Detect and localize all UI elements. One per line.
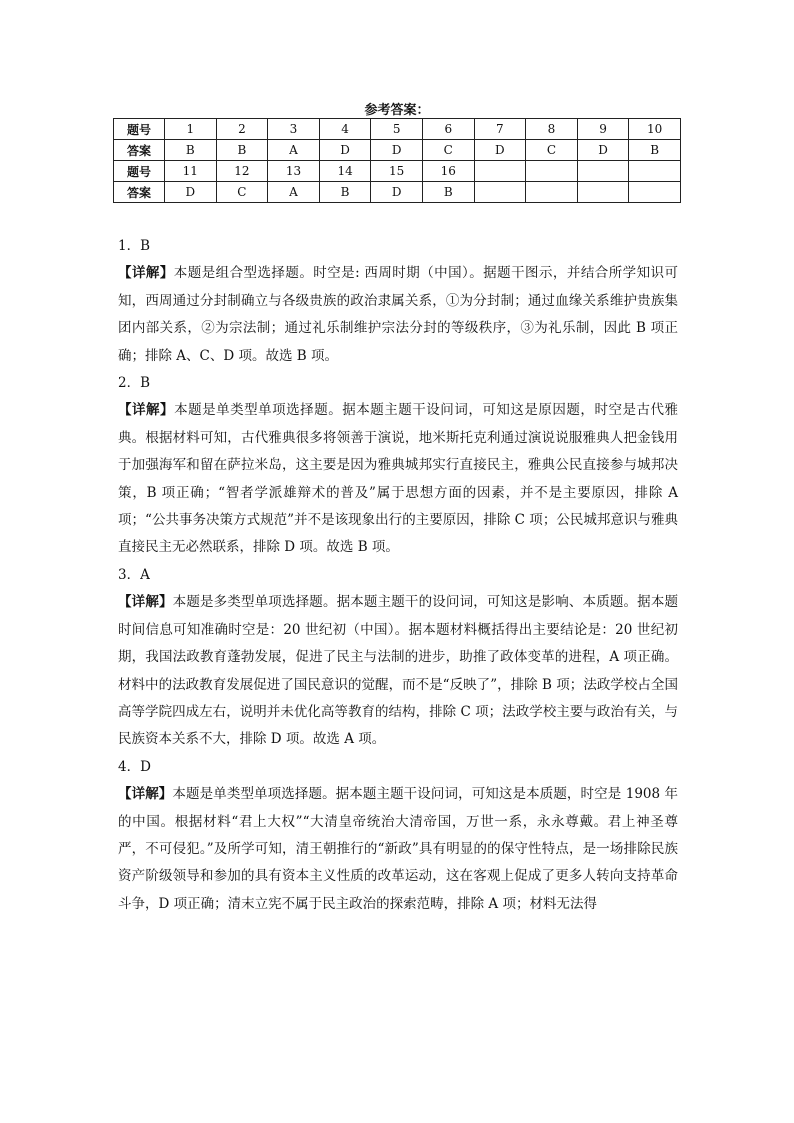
table-cell: 5	[371, 119, 423, 140]
table-row	[114, 140, 681, 161]
table-cell	[577, 161, 629, 182]
table-cell: 9	[577, 119, 629, 140]
table-cell: 4	[319, 119, 371, 140]
item-1-body	[118, 260, 678, 370]
table-cell: D	[577, 140, 629, 161]
item-1-number: 1．B	[118, 238, 151, 254]
detail-tag: 【详解】	[118, 594, 173, 611]
table-row-header: 题号	[114, 161, 165, 182]
table-cell	[526, 182, 578, 203]
table-cell: 14	[319, 161, 371, 182]
table-cell	[629, 182, 681, 203]
table-cell: D	[165, 182, 217, 203]
table-cell: 6	[422, 119, 474, 140]
table-row-header: 答案	[114, 182, 165, 203]
table-cell: 1	[165, 119, 217, 140]
table-cell: D	[371, 140, 423, 161]
table-cell: 8	[526, 119, 578, 140]
table-row	[114, 119, 681, 140]
table-cell	[629, 161, 681, 182]
item-4-body	[118, 781, 678, 918]
table-cell	[526, 161, 578, 182]
table-row	[114, 161, 681, 182]
table-cell: 7	[474, 119, 526, 140]
item-2-number: 2．B	[118, 375, 151, 392]
table-cell: C	[526, 140, 578, 161]
table-cell: A	[268, 140, 320, 161]
table-cell: B	[216, 140, 268, 161]
table-cell: B	[319, 182, 371, 203]
detail-tag: 【详解】	[118, 402, 175, 419]
item-3-text: 本题是多类型单项选择题。据本题主题干的设问词，可知这是影响、本质题。据本题时间信息可知准确时空是：20 世纪初（中国）。据本题材料概括得出主要结论是：20 世纪初期，我国法政教育蓬勃发展，促进了民主与法制的进步，助推了政体变革的进程，A 项正确。材料中的法政教育发展促进了国民意识的觉醒，而不是“反映了”，排除 B 项；法政学校占全国高等学院四成左右，说明并未优化高等教育的结构，排除 C 项；法政学校主要与政治有关，与民族资本关系不大，排除 D 项。故选 A 项。	[118, 594, 679, 748]
table-cell: D	[474, 140, 526, 161]
table-cell: 15	[371, 161, 423, 182]
table-cell: C	[216, 182, 268, 203]
table-cell: C	[422, 140, 474, 161]
table-cell: 16	[422, 161, 474, 182]
table-cell: 3	[268, 119, 320, 140]
table-cell: B	[165, 140, 217, 161]
table-row-header: 答案	[114, 140, 165, 161]
table-cell: B	[629, 140, 681, 161]
table-cell: 11	[165, 161, 217, 182]
item-3-body	[118, 589, 678, 753]
explanations	[118, 233, 678, 918]
item-1-text: 本题是组合型选择题。时空是: 西周时期（中国）。据题干图示，并结合所学知识可知，西周通过分封制确立与各级贵族的政治隶属关系，①为分封制；通过血缘关系维护贵族集团内部关系，②为宗法制；通过礼乐制维护宗法分封的等级秩序，③为礼乐制，因此 B 项正确；排除 A、C、D 项。故选 B 项。	[118, 265, 679, 364]
table-row-header: 题号	[114, 119, 165, 140]
detail-tag: 【详解】	[118, 786, 173, 803]
table-cell: 10	[629, 119, 681, 140]
table-cell	[474, 161, 526, 182]
table-cell: 13	[268, 161, 320, 182]
answer-table	[113, 118, 681, 203]
table-cell: 2	[216, 119, 268, 140]
table-row	[114, 182, 681, 203]
table-cell: D	[371, 182, 423, 203]
table-cell: B	[422, 182, 474, 203]
table-cell: 12	[216, 161, 268, 182]
table-cell	[577, 182, 629, 203]
answer-key-title: 参考答案：	[364, 103, 430, 118]
item-4-number: 4．D	[118, 758, 151, 775]
item-4-text: 本题是单类型单项选择题。据本题主题干设问词，可知这是本质题，时空是 1908 年的中国。根据材料“君上大权”“大清皇帝统治大清帝国，万世一系，永永尊戴。君上神圣尊严，不可侵犯。”及所学可知，清王朝推行的“新政”具有明显的的保守性特点，是一场排除民族资产阶级领导和参加的具有资本主义性质的改革运动，这在客观上促成了更多人转向支持革命斗争，D 项正确；清末立宪不属于民主政治的探索范畴，排除 A 项；材料无法得	[118, 786, 678, 912]
item-2-body	[118, 397, 678, 561]
table-cell	[474, 182, 526, 203]
item-3-number: 3．A	[118, 566, 150, 583]
detail-tag: 【详解】	[118, 265, 174, 282]
table-cell: A	[268, 182, 320, 203]
item-2-text: 本题是单类型单项选择题。据本题主题干设问词，可知这是原因题，时空是古代雅典。根据材料可知，古代雅典很多将领善于演说，地米斯托克利通过演说说服雅典人把金钱用于加强海军和留在萨拉米岛，这主要是因为雅典城邦实行直接民主，雅典公民直接参与城邦决策，B 项正确；“智者学派雄辩术的普及”属于思想方面的因素，并不是主要原因，排除 A 项；“公共事务决策方式规范”并不是该现象出行的主要原因，排除 C 项；公民城邦意识与雅典直接民主无必然联系，排除 D 项。故选 B 项。	[118, 402, 679, 556]
table-cell: D	[319, 140, 371, 161]
